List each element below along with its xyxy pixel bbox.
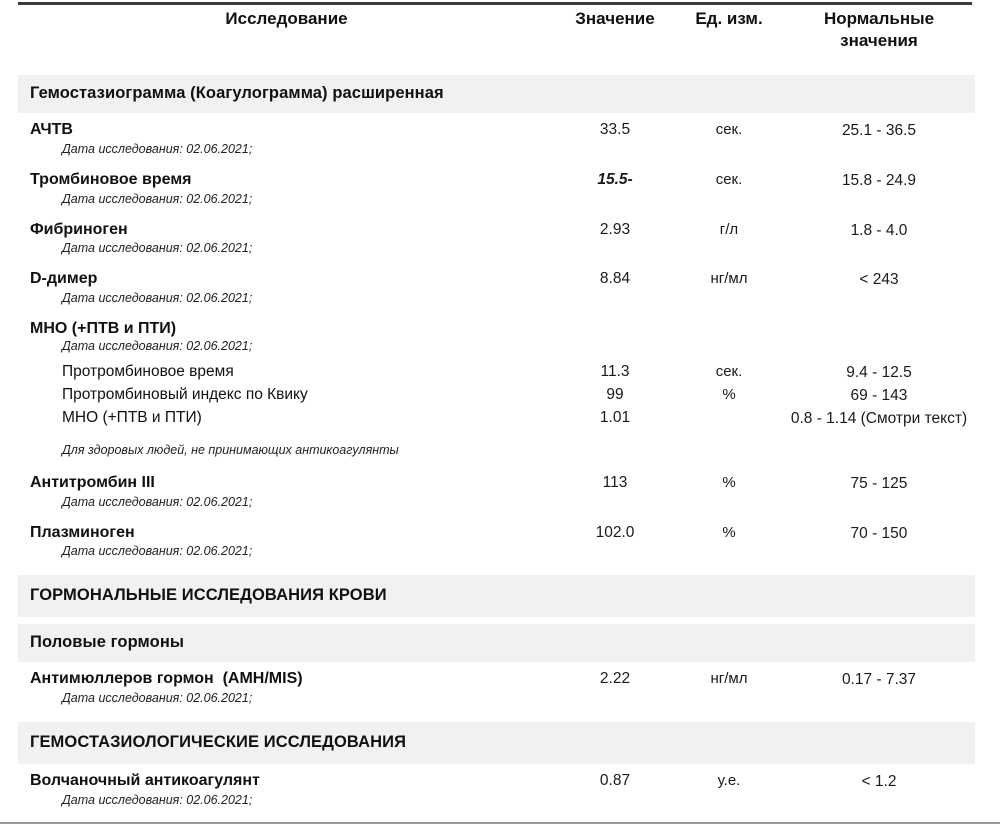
- analyte-date: Дата исследования: 02.06.2021;: [62, 544, 253, 559]
- table-row: [18, 662, 975, 690]
- analyte-normal-range: 1.8 - 4.0: [850, 221, 908, 239]
- table-row: [18, 213, 975, 241]
- analyte-units: г/л: [719, 220, 739, 238]
- analyte-value: 1.01: [599, 408, 631, 426]
- top-border-rule: [18, 2, 972, 5]
- analyte-units: сек.: [715, 363, 743, 381]
- gap-cell: [18, 617, 975, 624]
- table-row: [18, 163, 975, 191]
- analyte-value: 11.3: [600, 363, 630, 381]
- table-row-date: [18, 494, 975, 516]
- table-row-note: [18, 429, 975, 466]
- analyte-normal-range: 0.8 - 1.14 (Смотри текст): [790, 409, 968, 427]
- table-row-date: [18, 690, 975, 712]
- analyte-date: Дата исследования: 02.06.2021;: [62, 191, 253, 206]
- section-header-gap: [18, 617, 975, 624]
- analyte-group-name: МНО (+ПТВ и ПТИ): [30, 320, 177, 338]
- analyte-name: АЧТВ: [30, 120, 73, 138]
- analyte-value: [555, 312, 675, 338]
- analyte-normal-range: < 1.2: [861, 773, 897, 791]
- analyte-date: Дата исследования: 02.06.2021;: [62, 691, 253, 706]
- analyte-normal-range: 70 - 150: [850, 524, 908, 542]
- section-header-label: Половые гормоны: [18, 624, 975, 662]
- analyte-date: Дата исследования: 02.06.2021;: [62, 291, 253, 306]
- section-header-label: ГОРМОНАЛЬНЫЕ ИССЛЕДОВАНИЯ КРОВИ: [18, 575, 975, 617]
- analyte-name: Протромбиновое время: [62, 363, 234, 381]
- section-spacer: [18, 565, 975, 575]
- table-row-group: [18, 312, 975, 338]
- table-row-date: [18, 240, 975, 262]
- section-header-hemostasiological: [18, 722, 975, 764]
- table-row-date: [18, 141, 975, 163]
- table-row: [18, 516, 975, 544]
- analyte-value: 15.5-: [597, 170, 633, 188]
- table-row: [18, 406, 975, 429]
- analyte-units: сек.: [715, 120, 743, 138]
- column-header-investigation: Исследование: [225, 9, 348, 28]
- table-row: [18, 262, 975, 290]
- table-row-date: [18, 543, 975, 565]
- analyte-units: [675, 406, 783, 429]
- analyte-name: Антитромбин III: [30, 473, 155, 491]
- table-row: [18, 466, 975, 494]
- analyte-value: 2.22: [599, 670, 631, 688]
- analyte-units: [675, 312, 783, 338]
- analyte-value: 33.5: [599, 120, 631, 138]
- column-header-normal-line1: Нормальные: [823, 9, 935, 28]
- table-header-row: [18, 8, 975, 75]
- analyte-name: Тромбиновое время: [30, 170, 192, 188]
- spacer-cell: [18, 565, 975, 575]
- lab-results-table: [18, 8, 975, 814]
- column-header-normal-values: [783, 8, 975, 75]
- table-header: [18, 8, 975, 75]
- analyte-name: Антимюллеров гормон (AMH/MIS): [30, 670, 303, 688]
- analyte-name: Фибриноген: [30, 220, 128, 238]
- analyte-value: 2.93: [599, 220, 631, 238]
- table-row: [18, 113, 975, 141]
- analyte-units: %: [722, 523, 736, 541]
- analyte-date: Дата исследования: 02.06.2021;: [62, 141, 253, 156]
- analyte-name: Плазминоген: [30, 523, 135, 541]
- column-header-units: Ед. изм.: [695, 9, 763, 28]
- analyte-normal-range: [783, 312, 975, 338]
- analyte-date: Дата исследования: 02.06.2021;: [62, 339, 253, 354]
- analyte-date: Дата исследования: 02.06.2021;: [62, 241, 253, 256]
- analyte-name: D-димер: [30, 270, 98, 288]
- analyte-units: %: [722, 386, 736, 404]
- analyte-value: 99: [606, 386, 624, 404]
- analyte-normal-range: 75 - 125: [850, 474, 908, 492]
- column-header-normal-line2: значения: [840, 31, 918, 51]
- analyte-normal-range: < 243: [859, 271, 899, 289]
- column-header-value: Значение: [575, 9, 655, 28]
- section-header-label: Гемостазиограмма (Коагулограмма) расширенная: [18, 75, 975, 113]
- analyte-units: нг/мл: [710, 670, 748, 688]
- bottom-border-rule: [0, 822, 1000, 824]
- analyte-normal-range: 69 - 143: [850, 387, 908, 405]
- analyte-units: %: [722, 473, 736, 491]
- section-header-hormonal: [18, 575, 975, 617]
- table-row-date: [18, 338, 975, 360]
- table-row: [18, 360, 975, 383]
- analyte-name: Волчаночный антикоагулянт: [30, 772, 260, 790]
- analyte-value: 113: [602, 473, 628, 491]
- analyte-normal-range: 25.1 - 36.5: [841, 121, 917, 139]
- analyte-units: сек.: [715, 170, 743, 188]
- analyte-note: Для здоровых людей, не принимающих антикоагулянты: [62, 442, 399, 457]
- analyte-units: нг/мл: [710, 270, 748, 288]
- section-spacer: [18, 712, 975, 722]
- analyte-value: 102.0: [595, 523, 635, 541]
- analyte-name: Протромбиновый индекс по Квику: [62, 386, 308, 404]
- table-row-date: [18, 290, 975, 312]
- analyte-units: у.е.: [717, 772, 741, 790]
- table-row-date: [18, 191, 975, 213]
- spacer-cell: [18, 712, 975, 722]
- analyte-name: МНО (+ПТВ и ПТИ): [62, 408, 202, 426]
- analyte-date: Дата исследования: 02.06.2021;: [62, 494, 253, 509]
- table-row: [18, 764, 975, 792]
- analyte-value: 0.87: [599, 772, 631, 790]
- section-header-hemostasiogram: [18, 75, 975, 113]
- analyte-date: Дата исследования: 02.06.2021;: [62, 792, 253, 807]
- table-body: [18, 75, 975, 814]
- analyte-normal-range: 0.17 - 7.37: [841, 671, 917, 689]
- table-row-date: [18, 792, 975, 814]
- analyte-normal-range: 15.8 - 24.9: [841, 171, 917, 189]
- analyte-value: 8.84: [599, 270, 631, 288]
- table-row: [18, 383, 975, 406]
- section-header-sex-hormones: [18, 624, 975, 662]
- section-header-label: ГЕМОСТАЗИОЛОГИЧЕСКИЕ ИССЛЕДОВАНИЯ: [18, 722, 975, 764]
- analyte-normal-range: 9.4 - 12.5: [846, 364, 912, 382]
